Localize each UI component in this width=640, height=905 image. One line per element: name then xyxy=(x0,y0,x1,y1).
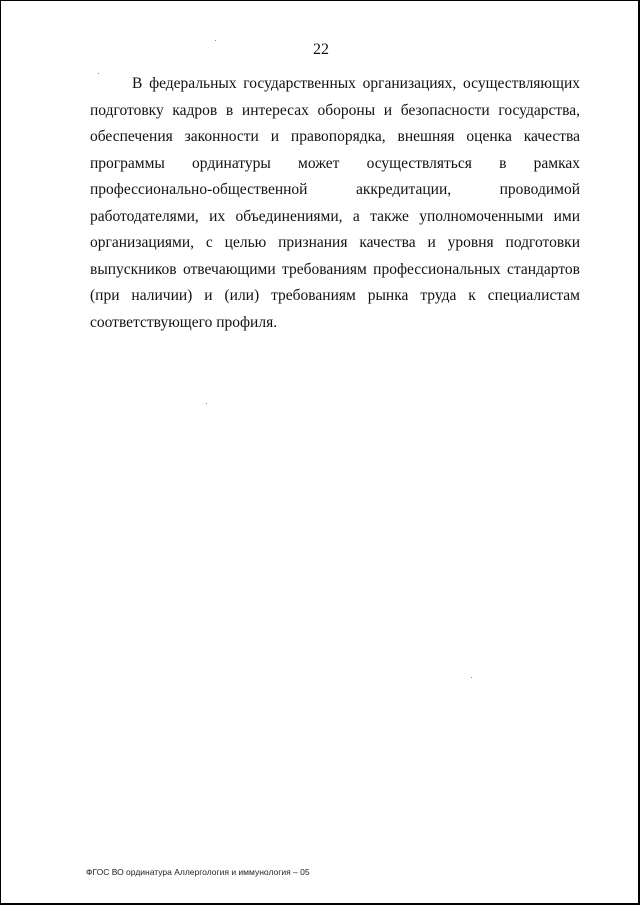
scan-speck xyxy=(98,73,99,74)
page-number: 22 xyxy=(313,41,329,58)
body-paragraph: В федеральных государственных организациях, осуществляющих подготовку кадров в интересах обороны и безопасности государства, обеспечения законности и правопорядка, внешняя оценка качества программы ординатуры может осуществляться в рамках профессионально-общественной аккредитации, проводимой работодателями, их объединениями, а также уполномоченными ими организациями, с целью признания качества и уровня подготовки выпускников отвечающими требованиям профессиональных стандартов (при наличии) и (или) требованиям рынка труда к специалистам соответствующего профиля. xyxy=(90,75,580,331)
scan-speck xyxy=(206,403,207,404)
page-footer: ФГОС ВО ординатура Аллергология и иммунология – 05 xyxy=(86,867,310,877)
scan-speck xyxy=(215,40,216,41)
scan-speck xyxy=(471,677,472,678)
